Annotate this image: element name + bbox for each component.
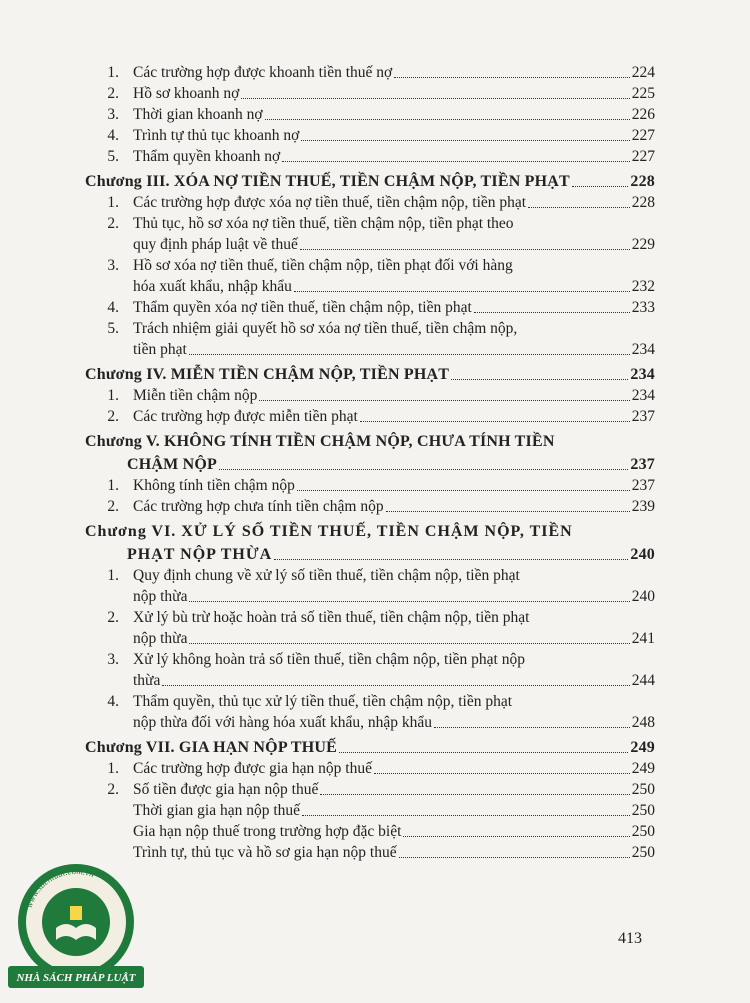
- chapter-heading-continuation: PHẠT NỘP THỪA 240: [127, 546, 655, 563]
- toc-item: 2. Thủ tục, hồ sơ xóa nợ tiền thuế, tiền chậm nộp, tiền phạt theo: [107, 215, 514, 232]
- toc-item-continuation: tiền phạt 234: [133, 341, 655, 358]
- chapter-heading: Chương V. KHÔNG TÍNH TIỀN CHẬM NỘP, CHƯA TÍNH TIỀN: [85, 433, 555, 450]
- table-of-contents: [85, 62, 655, 863]
- toc-item: 2. Các trường hợp chưa tính tiền chậm nộp 239: [107, 498, 655, 515]
- toc-item-continuation: nộp thừa đối với hàng hóa xuất khẩu, nhập khẩu 248: [133, 714, 655, 731]
- toc-item-continuation: hóa xuất khẩu, nhập khẩu 232: [133, 278, 655, 295]
- toc-item-continuation: quy định pháp luật về thuế 229: [133, 236, 655, 253]
- chapter-heading: Chương III. XÓA NỢ TIỀN THUẾ, TIỀN CHẬM NỘP, TIỀN PHẠT 228: [85, 173, 655, 190]
- publisher-logo-icon: [0, 848, 150, 998]
- toc-item: 1. Các trường hợp được khoanh tiền thuế nợ 224: [107, 64, 655, 81]
- toc-item: 4. Thẩm quyền xóa nợ tiền thuế, tiền chậm nộp, tiền phạt 233: [107, 299, 655, 316]
- toc-item: 3. Thời gian khoanh nợ 226: [107, 106, 655, 123]
- toc-item: 1. Quy định chung về xử lý số tiền thuế, tiền chậm nộp, tiền phạt: [107, 567, 520, 584]
- toc-item: 2. Các trường hợp được miễn tiền phạt 237: [107, 408, 655, 425]
- toc-item: 3. Xử lý không hoàn trả số tiền thuế, tiền chậm nộp, tiền phạt nộp: [107, 651, 525, 668]
- chapter-heading-continuation: CHẬM NỘP 237: [127, 456, 655, 473]
- toc-item: 1. Các trường hợp được xóa nợ tiền thuế, tiền chậm nộp, tiền phạt 228: [107, 194, 655, 211]
- toc-item: 4. Thẩm quyền, thủ tục xử lý tiền thuế, tiền chậm nộp, tiền phạt: [107, 693, 513, 710]
- chapter-heading: Chương VII. GIA HẠN NỘP THUẾ 249: [85, 739, 655, 756]
- logo-name-text: NHÀ SÁCH PHÁP LUẬT: [16, 972, 136, 984]
- toc-item: 1. Các trường hợp được gia hạn nộp thuế 249: [107, 760, 655, 777]
- toc-item: Thời gian gia hạn nộp thuế 250: [133, 802, 655, 819]
- toc-item-continuation: thừa 244: [133, 672, 655, 689]
- toc-item: 1. Miễn tiền chậm nộp 234: [107, 387, 655, 404]
- toc-item: Gia hạn nộp thuế trong trường hợp đặc biệt 250: [133, 823, 655, 840]
- toc-item: Trình tự, thủ tục và hồ sơ gia hạn nộp thuế 250: [133, 844, 655, 861]
- toc-item-continuation: nộp thừa 240: [133, 588, 655, 605]
- toc-item: 2. Hồ sơ khoanh nợ 225: [107, 85, 655, 102]
- toc-item: 5. Trách nhiệm giải quyết hồ sơ xóa nợ tiền thuế, tiền chậm nộp,: [107, 320, 518, 337]
- toc-item-continuation: nộp thừa 241: [133, 630, 655, 647]
- toc-item: 5. Thẩm quyền khoanh nợ 227: [107, 148, 655, 165]
- chapter-heading: Chương VI. XỬ LÝ SỐ TIỀN THUẾ, TIỀN CHẬM NỘP, TIỀN: [85, 523, 573, 540]
- logo-url-text: www.sachluat.com.vn: [23, 865, 96, 910]
- toc-item: 2. Xử lý bù trừ hoặc hoàn trả số tiền thuế, tiền chậm nộp, tiền phạt: [107, 609, 530, 626]
- toc-item: 4. Trình tự thủ tục khoanh nợ 227: [107, 127, 655, 144]
- chapter-heading: Chương IV. MIỄN TIỀN CHẬM NỘP, TIỀN PHẠT 234: [85, 366, 655, 383]
- toc-item: 3. Hồ sơ xóa nợ tiền thuế, tiền chậm nộp, tiền phạt đối với hàng: [107, 257, 513, 274]
- toc-item: 1. Không tính tiền chậm nộp 237: [107, 477, 655, 494]
- page-number: 413: [618, 930, 642, 947]
- toc-item: 2. Số tiền được gia hạn nộp thuế 250: [107, 781, 655, 798]
